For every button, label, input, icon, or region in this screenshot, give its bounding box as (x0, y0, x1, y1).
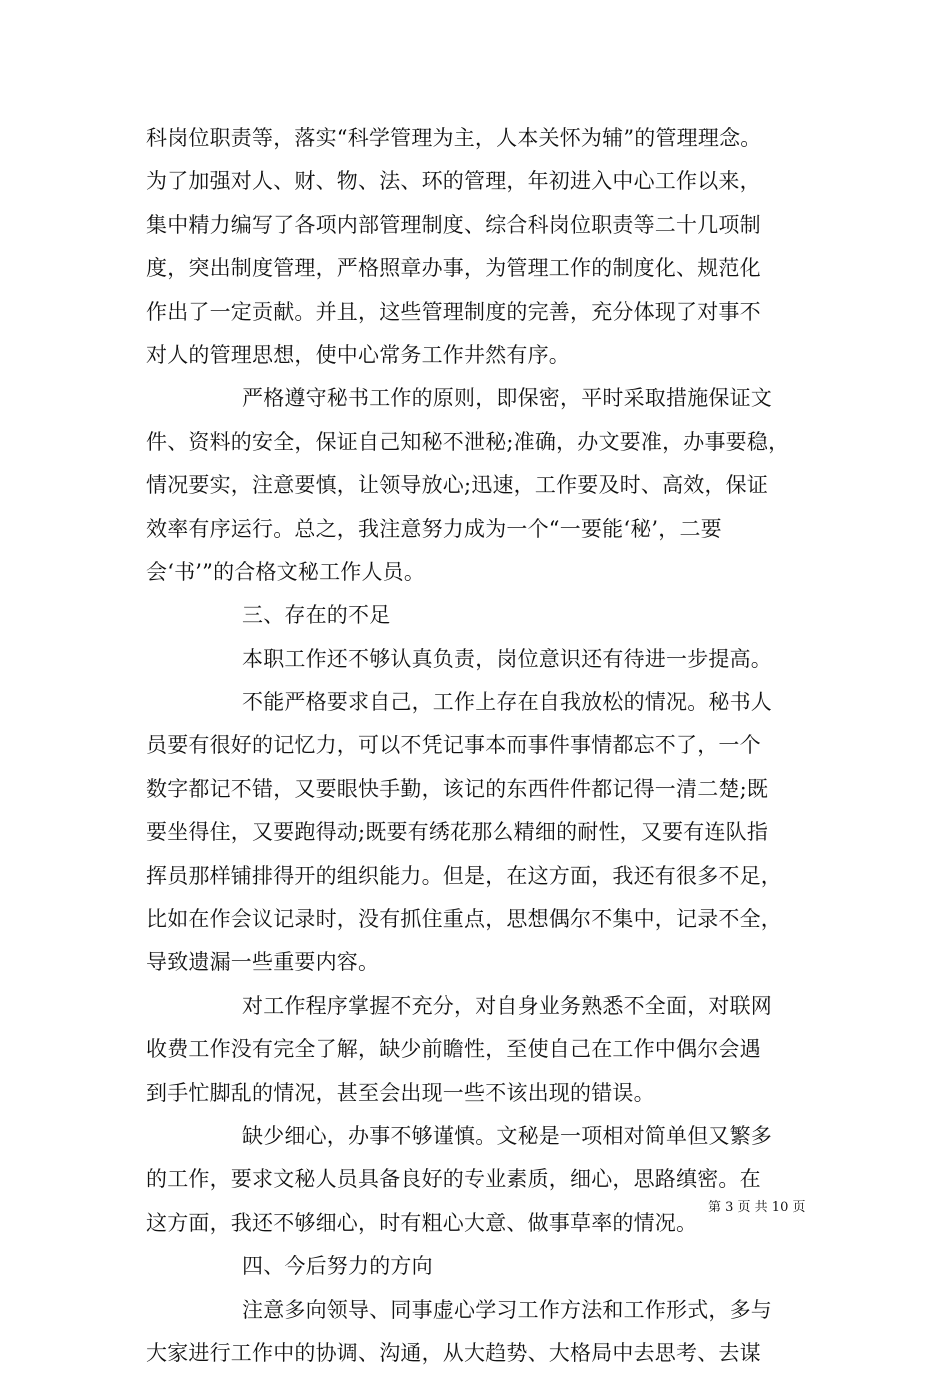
text-line: 员要有很好的记忆力，可以不凭记事本而事件事情都忘不了，一个 (146, 733, 761, 758)
text-line: 注意多向领导、同事虚心学习工作方法和工作形式，多与 (242, 1297, 772, 1322)
text-line: 严格遵守秘书工作的原则，即保密，平时采取措施保证文 (242, 386, 772, 411)
text-line: 要坐得住，又要跑得动;既要有绣花那么精细的耐性，又要有连队指 (146, 820, 769, 845)
text-line: 对人的管理思想，使中心常务工作井然有序。 (146, 342, 570, 367)
text-line: 情况要实，注意要慎，让领导放心;迅速，工作要及时、高效，保证 (146, 473, 769, 498)
text-line: 四、今后努力的方向 (242, 1254, 433, 1279)
text-line: 导致遗漏一些重要内容。 (146, 950, 380, 975)
text-line: 效率有序运行。总之，我注意努力成为一个“一要能‘秘’，二要 (146, 516, 722, 541)
text-line: 集中精力编写了各项内部管理制度、综合科岗位职责等二十几项制 (146, 212, 761, 237)
page-number: 第 3 页 共 10 页 (708, 1200, 806, 1215)
text-line: 到手忙脚乱的情况，甚至会出现一些不该出现的错误。 (146, 1080, 655, 1105)
text-line: 的工作，要求文秘人员具备良好的专业素质，细心，思路缜密。在 (146, 1167, 761, 1192)
text-line: 科岗位职责等，落实“科学管理为主，人本关怀为辅”的管理理念。 (146, 126, 762, 150)
text-line: 这方面，我还不够细心，时有粗心大意、做事草率的情况。 (146, 1210, 698, 1235)
text-line: 三、存在的不足 (242, 603, 391, 628)
text-line: 收费工作没有完全了解，缺少前瞻性，至使自己在工作中偶尔会遇 (146, 1037, 761, 1062)
text-line: 大家进行工作中的协调、沟通，从大趋势、大格局中去思考、去谋 (146, 1340, 761, 1365)
text-line: 挥员那样铺排得开的组织能力。但是，在这方面，我还有很多不足， (146, 863, 782, 888)
text-line: 为了加强对人、财、物、法、环的管理，年初进入中心工作以来， (146, 169, 761, 194)
text-line: 件、资料的安全，保证自己知秘不泄秘;准确，办文要准，办事要稳， (146, 429, 790, 454)
text-line: 缺少细心，办事不够谨慎。文秘是一项相对简单但又繁多 (242, 1123, 772, 1148)
text-line: 对工作程序掌握不充分，对自身业务熟悉不全面，对联网 (242, 993, 772, 1018)
text-line: 会‘书’”的合格文秘工作人员。 (146, 559, 426, 584)
text-line: 不能严格要求自己，工作上存在自我放松的情况。秘书人 (242, 690, 772, 715)
document-body (146, 117, 826, 1375)
text-line: 度，突出制度管理，严格照章办事，为管理工作的制度化、规范化 (146, 256, 761, 281)
text-line: 本职工作还不够认真负责，岗位意识还有待进一步提高。 (242, 646, 772, 671)
text-line: 作出了一定贡献。并且，这些管理制度的完善，充分体现了对事不 (146, 299, 761, 324)
text-line: 比如在作会议记录时，没有抓住重点，思想偶尔不集中，记录不全， (146, 907, 782, 932)
text-line: 数字都记不错，又要眼快手勤，该记的东西件件都记得一清二楚;既 (146, 776, 769, 801)
